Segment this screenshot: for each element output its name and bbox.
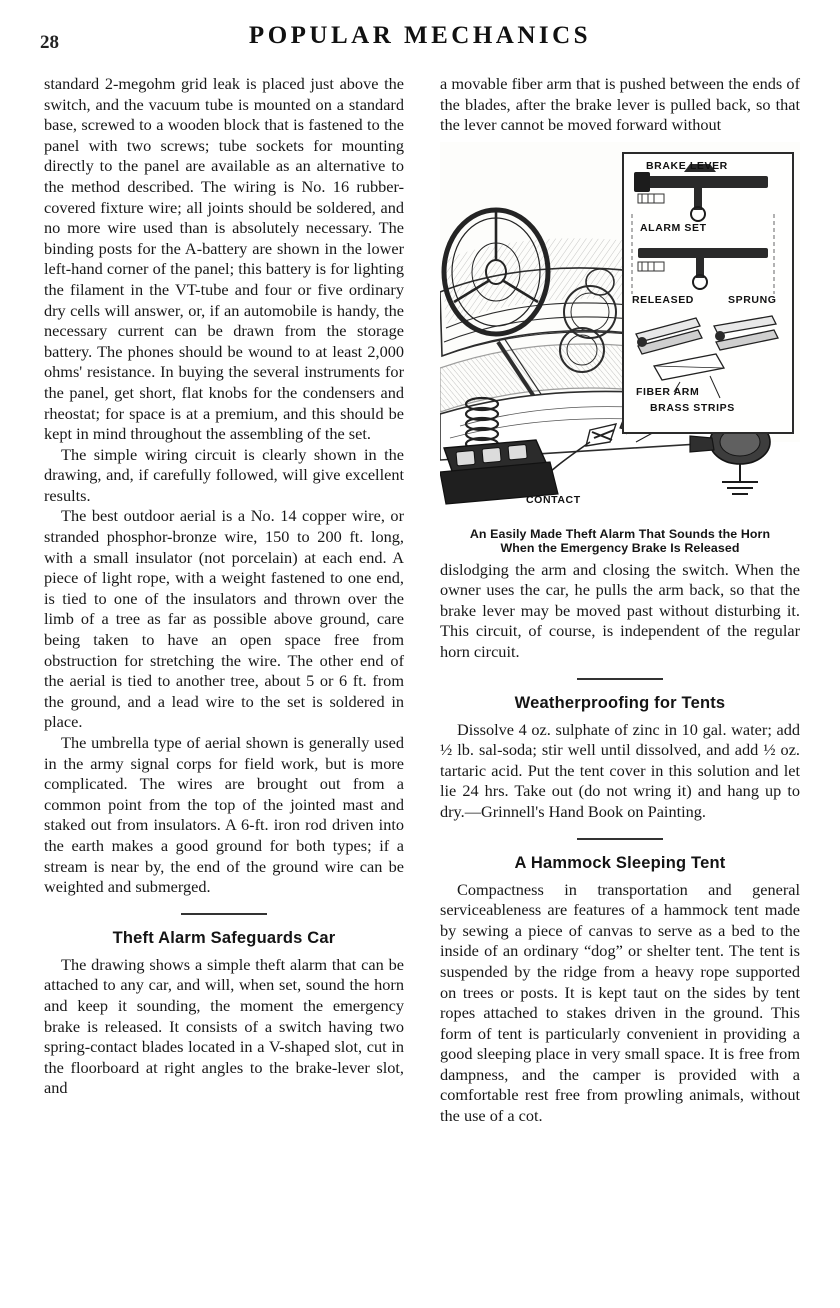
inset-diagram [622,152,794,434]
paragraph: The drawing shows a simple theft alarm that can be attached to any car, and will, when set, sound the horn and keep it sounding, the moment the emergency brake is released. It consists of a switch having two spring-contact blades located in a V-shaped slot, cut in the floorboard at right angles to the brake-lever slot, and [44,954,404,1098]
page-number: 28 [40,32,59,53]
body-columns [44,74,800,1284]
figure-caption-line-2: When the Emergency Brake Is Released [500,541,740,556]
paragraph: Dissolve 4 oz. sulphate of zinc in 10 gal. water; add ½ lb. sal-soda; stir well until dissolved, and add ½ oz. tartaric acid. Put the tent cover in this solution and let lie 24 hrs. Take out (do not wring it) and hang up to dry.—Grinnell's Hand Book on Painting. [440,719,800,821]
paragraph: dislodging the arm and closing the switch. When the owner uses the car, he pulls the arm back, so that the brake lever may be moved past without disturbing it. This circuit, of course, is independent of the regular horn circuit. [440,559,800,661]
label-sprung: SPRUNG [728,293,777,306]
section-heading-hammock-tent: A Hammock Sleeping Tent [514,853,726,872]
section-heading-theft-alarm: Theft Alarm Safeguards Car [112,928,336,947]
paragraph: standard 2-megohm grid leak is placed just above the switch, and the vacuum tube is mounted on a standard base, screwed to a wooden block that is fastened to the panel with two screws; tube sockets for mounting directly to the panel are available as an alternative to the method described. The wiring is No. 16 rubber-covered fixture wire; all joints should be soldered, and no more wire used than is absolutely necessary. The binding posts for the A-battery are shown in the lower left-hand corner of the panel; this battery is for lighting the filament in the VT-tube and four or five ordinary dry cells will answer, or, if an automobile is handy, the necessary current can be drawn from the storage battery. The phones should be wound to at least 2,000 ohms' resistance. In buying the several instruments for the panel, get short, flat knobs for the condensers and rheostat; for space is at a premium, and this should be kept in mind throughout the assembling of the set. [44,74,404,444]
label-brake-lever: BRAKE LEVER [646,159,728,172]
paragraph: a movable fiber arm that is pushed between the ends of the blades, after the brake lever is pulled back, so that the lever cannot be moved forward without [440,74,800,135]
right-column [440,74,800,1284]
label-alarm-set: ALARM SET [640,221,707,234]
section-divider [577,678,663,680]
page-header [40,22,800,64]
section-heading-weatherproofing: Weatherproofing for Tents [514,693,726,712]
magazine-title: POPULAR MECHANICS [248,22,592,49]
figure-caption [440,527,800,556]
section-divider [577,838,663,840]
figure-theft-alarm [440,142,800,556]
label-released: RELEASED [632,293,694,306]
paragraph: The simple wiring circuit is clearly shown in the drawing, and, if carefully followed, will give excellent results. [44,444,404,505]
label-brass-strips: BRASS STRIPS [650,401,735,414]
label-contact: CONTACT [526,493,581,506]
label-fiber-arm: FIBER ARM [636,385,700,398]
figure-caption-line-1: An Easily Made Theft Alarm That Sounds the Horn [469,526,771,541]
figure-illustration [440,142,800,524]
left-column [44,74,404,1284]
section-divider [181,913,267,915]
paragraph: Compactness in transportation and general serviceableness are features of a hammock tent made by sewing a piece of canvas to serve as a bed to the inside of an ordinary “dog” or shelter tent. The tent is suspended by the ridge from a heavy rope supported on trees or posts. It is kept taut on the sides by tent ropes attached to stakes driven in the ground. This form of tent is particularly convenient in providing a good sleeping place in very small space. It is free from dampness, and the camper is provided with a comfortable rest free from prowling animals, without the use of a cot. [440,879,800,1126]
paragraph: The best outdoor aerial is a No. 14 copper wire, or stranded phosphor-bronze wire, 150 to 200 ft. long, with a small insulator (not porcelain) at each end. A piece of light rope, with a weight fastened to one end, is tied to one of the insulators and thrown over the limb of a tree as far as possible above ground, care being taken to have an open space free from obstruction for stretching the wire. The other end of the aerial is tied to another tree, about 5 or 6 ft. from the ground, and a lead wire to the set is soldered in place. [44,506,404,732]
paragraph: The umbrella type of aerial shown is generally used in the army signal corps for field work, but is more complicated. The wires are brought out from a common point from the top of the jointed mast and staked out from insulators. A 6-ft. iron rod driven into the earth makes a good ground for both types; if a stream is near by, the end of the ground wire can be weighted and submerged. [44,733,404,897]
